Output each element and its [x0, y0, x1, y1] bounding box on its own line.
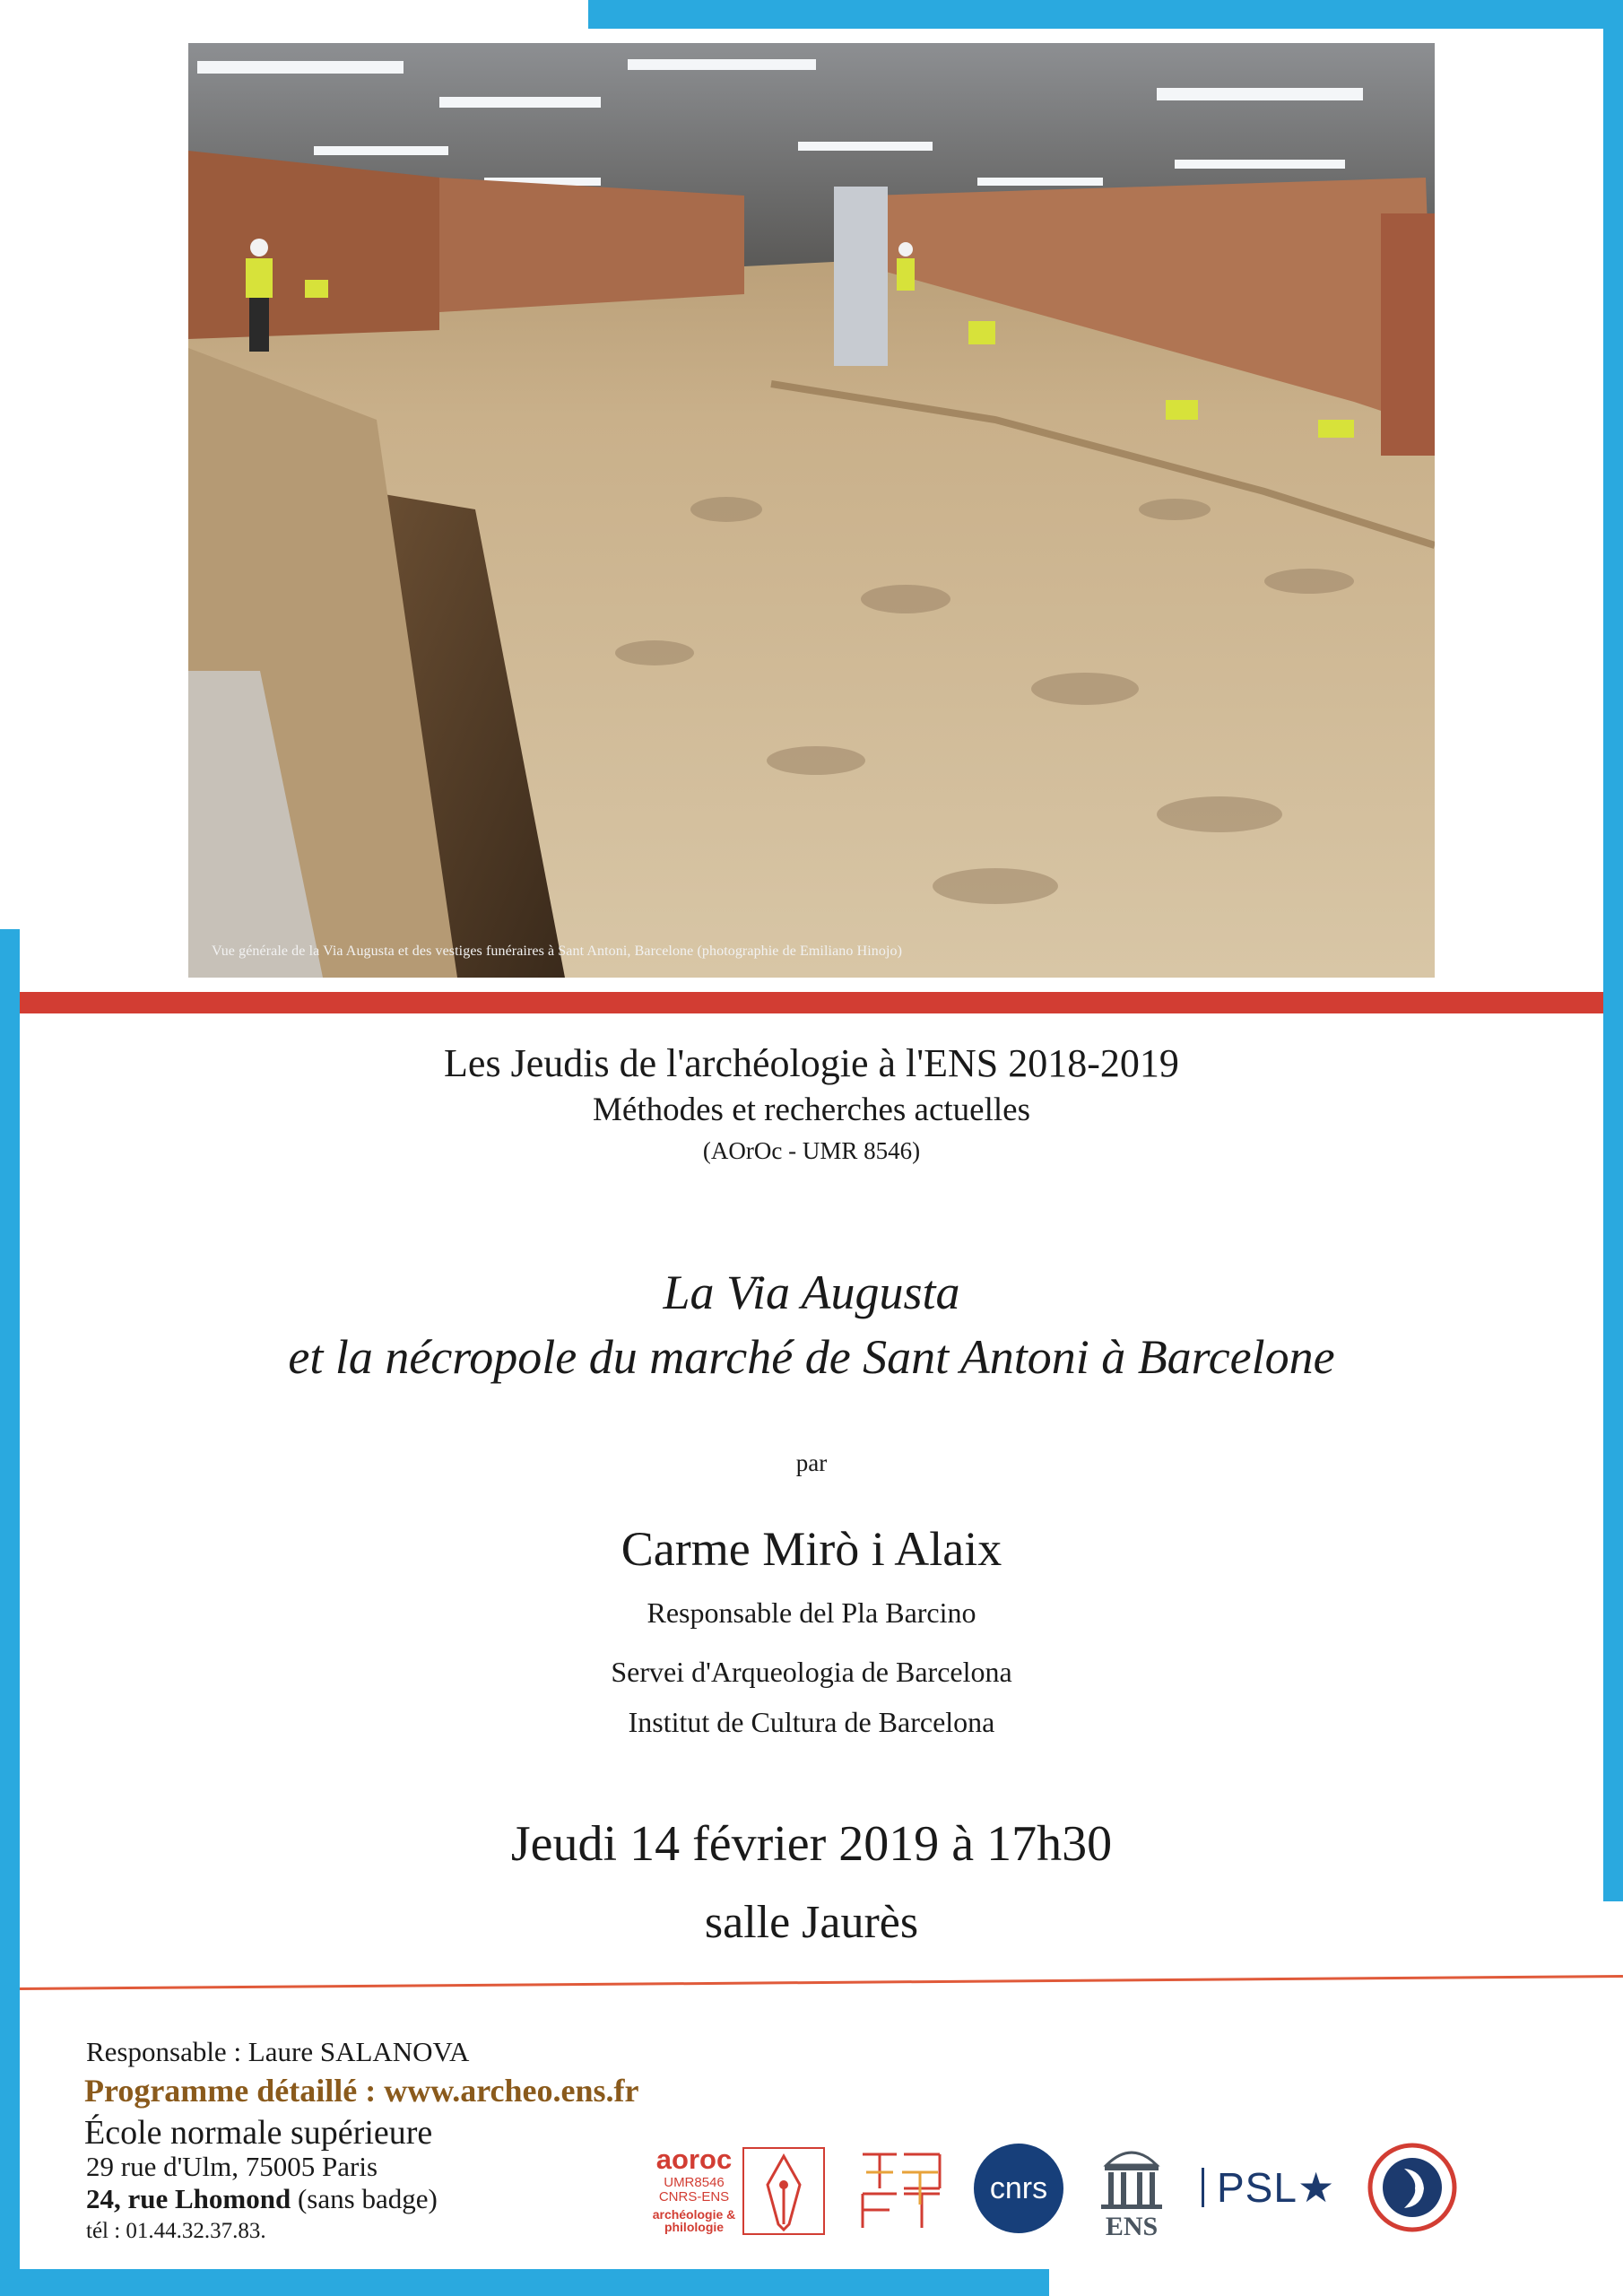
red-divider-line: [20, 1975, 1623, 1990]
investir-avenir-logo: [1367, 2142, 1458, 2233]
research-unit: (AOrOc - UMR 8546): [702, 1137, 921, 1164]
excavation-photo: [188, 43, 1435, 978]
series-subtitle: Méthodes et recherches actuelles: [593, 1091, 1030, 1128]
psl-label: PSL: [1217, 2164, 1298, 2211]
footer-programme-link[interactable]: Programme détaillé : www.archeo.ens.fr: [84, 2073, 639, 2109]
pen-nib-icon: [742, 2147, 825, 2235]
footer-address-2: [86, 2183, 438, 2215]
aoroc-sub: UMR8546 CNRS-ENS: [658, 2175, 730, 2205]
aoroc-sub2: archéologie & philologie: [652, 2207, 736, 2234]
star-icon: ★: [1297, 2164, 1336, 2211]
event-date: Jeudi 14 février 2019 à 17h30: [510, 1816, 1113, 1872]
top-blue-bar: [588, 0, 1623, 29]
speaker-role-1: Responsable del Pla Barcino: [647, 1596, 976, 1629]
series-title: Les Jeudis de l'archéologie à l'ENS 2018-2019: [444, 1041, 1179, 1085]
footer-school: École normale supérieure: [84, 2114, 433, 2152]
ens-label: ENS: [1105, 2212, 1159, 2241]
footer-responsable: Responsable : Laure SALANOVA: [86, 2036, 470, 2067]
psl-separator: [1202, 2168, 1204, 2207]
psl-logo: [1202, 2163, 1335, 2212]
footer-address-1: 29 rue d'Ulm, 75005 Paris: [86, 2151, 378, 2182]
footer-address-2-note: (sans badge): [291, 2183, 438, 2214]
event-room: salle Jaurès: [704, 1897, 919, 1948]
by-label: par: [795, 1449, 828, 1476]
footer-phone: tél : 01.44.32.37.83.: [86, 2219, 266, 2243]
bottom-blue-bar: [0, 2269, 1049, 2296]
talk-title-line1: La Via Augusta: [663, 1265, 960, 1319]
photo-caption: Vue générale de la Via Augusta et des vestiges funéraires à Sant Antoni, Barcelone (photographie de Emiliano Hinojo): [212, 944, 903, 959]
talk-title-line2: et la nécropole du marché de Sant Antoni à Barcelone: [288, 1330, 1335, 1384]
footer-address-2-street: 24, rue Lhomond: [86, 2183, 291, 2214]
speaker-name: Carme Mirò i Alaix: [621, 1522, 1002, 1576]
speaker-role-3: Institut de Cultura de Barcelona: [628, 1706, 995, 1738]
cnrs-logo: cnrs: [974, 2144, 1063, 2233]
ens-logo: [1089, 2145, 1175, 2242]
ens-building-icon: [1089, 2145, 1175, 2210]
aoroc-logo: [649, 2144, 825, 2237]
aoroc-name: aoroc: [655, 2144, 733, 2175]
speaker-role-2: Servei d'Arqueologia de Barcelona: [611, 1656, 1012, 1688]
excavation-illustration: [188, 43, 1435, 978]
transfers-logo: [857, 2145, 945, 2235]
red-divider-bar: [20, 992, 1603, 1013]
